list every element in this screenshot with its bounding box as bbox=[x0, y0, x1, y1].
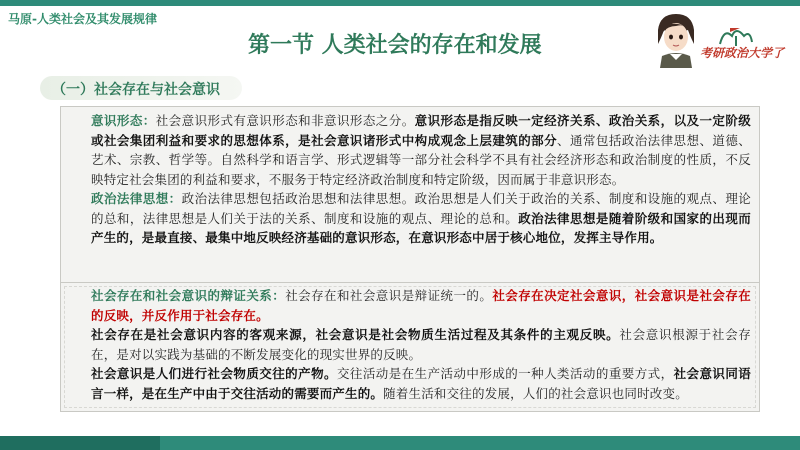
interaction-emphasis: 社会意识是人们进行社会物质交往的产物。 bbox=[91, 366, 337, 381]
page-title: 第一节 人类社会的存在和发展 bbox=[248, 33, 542, 58]
interaction-text: 交往活动是在生产活动中形成的一种人类活动的重要方式， bbox=[336, 366, 674, 381]
source-emphasis: 社会存在是社会意识内容的客观来源，社会意识是社会物质生活过程及其条件的主观反映。 bbox=[91, 327, 620, 342]
source-text: 社会意识根源于社会存在，是对以实践为基础的不断发展变化的现实世界的反映。 bbox=[91, 327, 751, 362]
interaction-text-2: 随着生活和交往的发展，人们的社会意识也同时改变。 bbox=[383, 385, 688, 401]
ideology-label: 意识形态： bbox=[91, 113, 156, 128]
bottom-accent-bar-dark bbox=[0, 436, 160, 450]
dialectic-box-dashed-frame bbox=[64, 286, 756, 408]
dialectic-label: 社会存在和社会意识的辩证关系： bbox=[91, 288, 286, 303]
section-heading: （一）社会存在与社会意识 bbox=[52, 82, 220, 98]
language-emphasis: 社会意识同语言一样，是在生产中由于交往活动的需要而产生的。 bbox=[91, 366, 751, 401]
avatar-illustration bbox=[652, 10, 700, 68]
political-legal-paragraph bbox=[75, 189, 751, 248]
ideology-text-2: 、通常包括政治法律思想、道德、艺术、宗教、哲学等。自然科学和语言学、形式逻辑等一部分社会科学不具有社会经济形态和政治制度的性质，不反映特定社会集团的利益和要求，不服务于特定经济政治制度和特定阶级，因而属于非意识形态。 bbox=[91, 132, 751, 187]
logo-text: 考研政治大学了 bbox=[700, 46, 785, 60]
political-legal-label: 政治法律思想： bbox=[91, 191, 182, 206]
course-tag: 马原-人类社会及其发展规律 bbox=[8, 12, 157, 26]
ideology-text: 社会意识形式有意识形态和非意识形态之分。 bbox=[155, 113, 415, 128]
ideology-box bbox=[60, 106, 760, 284]
political-legal-text: 政治法律思想包括政治思想和法律思想。政治思想是人们关于政治的关系、制度和设施的观点、理论的总和，法律思想是人们关于法的关系、制度和设施的观点、理论的总和。 bbox=[91, 191, 751, 226]
dialectic-text: 社会存在和社会意识是辩证统一的。 bbox=[285, 288, 493, 303]
dialectic-emphasis: 社会存在决定社会意识，社会意识是社会存在的反映，并反作用于社会存在。 bbox=[91, 288, 751, 323]
ideology-definition: 意识形态是指反映一定经济关系、政治关系，以及一定阶级或社会集团利益和要求的思想体系，是社会意识诸形式中构成观念上层建筑的部分 bbox=[91, 113, 751, 148]
ideology-paragraph bbox=[75, 111, 751, 189]
political-legal-emphasis: 政治法律思想是随着阶级和国家的出现而产生的，是最直接、最集中地反映经济基础的意识形态，在意识形态中居于核心地位，发挥主导作用。 bbox=[91, 210, 751, 245]
top-accent-bar bbox=[0, 0, 800, 6]
